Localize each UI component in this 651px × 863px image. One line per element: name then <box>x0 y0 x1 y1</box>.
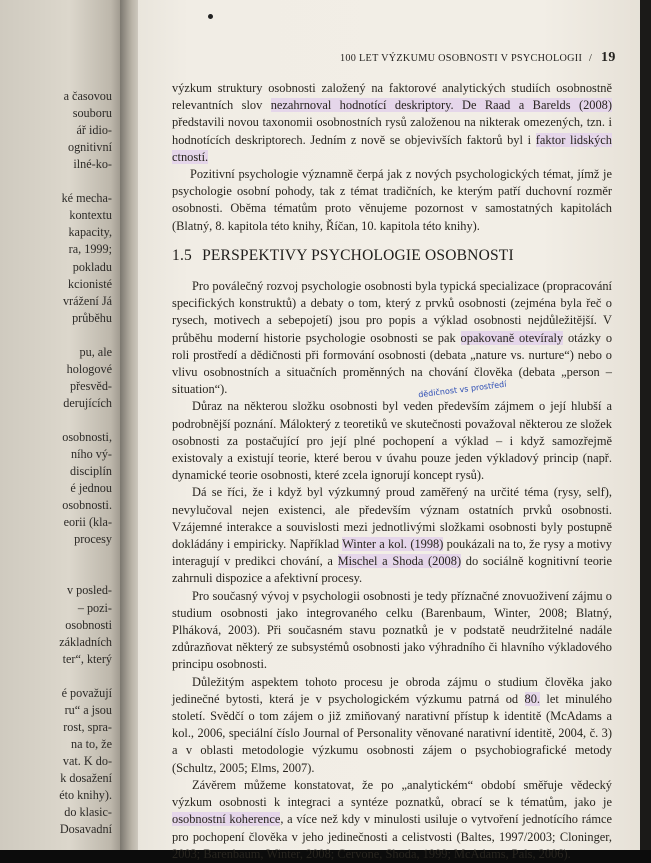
left-page-line: ter“, který <box>62 651 112 666</box>
paragraph-integration: Pro současný vývoj v psychologii osobnosti je tedy příznačné znovuoživení zájmu o studium osobnosti jako integrovaného celku (Barenbaum, Winter, 2008; Blatný, Plháková, 2003). Při současném stavu poznatků je v podstatě neudržitelné nadále zdůrazňovat některý ze subsystémů osobnosti jako výhradního či hlavního výkladového principu osobnosti. <box>172 588 612 672</box>
section-body <box>172 278 612 863</box>
left-page-line: na to, že <box>71 736 112 751</box>
ink-spot <box>208 14 213 19</box>
left-page-line: ra, 1999; <box>68 242 112 257</box>
left-page-line: kontextu <box>69 208 112 223</box>
left-page-line: základních <box>59 634 112 649</box>
paragraph-conclusion: Závěrem můžeme konstatovat, že po „analytickém“ období směřuje vědecký výzkum osobnosti k integraci a syntéze poznatků, obrací se k tématům, jako je osobnostní koherence, a více než kdy v minulosti usiluje o vytvoření jednotícího rámce pro pochopení člověka v jeho jedinečnosti a celistvosti (Baltes, 1997/2003; Cloninger, 2003; Barenbaum, Winter, 2008; Cervone, Shoda, 1999; McAdams, Pals, 2006). <box>172 777 612 861</box>
left-page-line: ognitivní <box>67 140 112 155</box>
left-page-line: é považují <box>61 685 112 700</box>
left-facing-page <box>0 0 126 850</box>
section-number: 1.5 <box>172 247 192 264</box>
highlight-mischel: Mischel a Shoda (2008) <box>337 554 462 569</box>
highlight-virtues: faktor lidských ctností. <box>172 132 613 164</box>
running-head <box>340 50 626 66</box>
page-edge-shadow <box>640 0 651 850</box>
highlight-winter: Winter a kol. (1998) <box>342 537 444 552</box>
left-page-line: rost, spra- <box>63 719 112 734</box>
left-page-line: ru“ a jsou <box>64 702 112 717</box>
left-page-line: souboru <box>72 106 112 121</box>
left-page-line: eorii (kla- <box>63 515 112 530</box>
left-page-line: pu, ale <box>79 344 112 359</box>
section-heading <box>172 247 612 265</box>
left-page-line: osobnosti <box>65 617 112 632</box>
left-page-line: derujících <box>63 395 112 410</box>
left-page-line: ké mecha- <box>61 191 112 206</box>
paragraph-emphasis: Důraz na některou složku osobnosti byl veden především zájmem o její hlubší a podrobnější poznání. Málokterý z teoretiků ve skutečnosti považoval některou ze složek osobnosti za postačující pro její plné pochopení a výklad – i když samozřejmě existovaly a existují teorie, které berou v úvahu pouze jeden výkladový princip (např. dynamické teorie osobnosti, které zcela ignorují koncept rysů). <box>172 399 612 483</box>
left-page-line: ář idio- <box>76 123 112 138</box>
highlight-coherence: osobnostní koherence <box>172 812 281 827</box>
left-page-line: éto knihy). <box>59 788 112 803</box>
left-page-line: ilné-ko- <box>73 157 112 172</box>
left-page-line: v posled- <box>66 583 112 598</box>
left-page-line: průběhu <box>72 310 112 325</box>
left-page-line: hologové <box>66 361 112 376</box>
left-page-line: é jednou <box>70 481 112 496</box>
left-page-line: přesvěd- <box>70 378 112 393</box>
left-page-line: – pozi- <box>77 600 112 615</box>
highlight-80: 80. <box>524 691 540 706</box>
left-page-line: kapacity, <box>68 225 112 240</box>
left-page-line: k dosažení <box>60 771 112 785</box>
paragraph-interactions: Dá se říci, že i když byl výzkumný proud zaměřený na určité téma (rysy, self), nevylučoval nejen existenci, ale především význam ostatních prvků osobnosti. Vzájemné interakce a souvislosti mezi jednotlivými složkami osobnosti byly postupně dokládány i empiricky. Například Winter a kol. (1998) poukázali na to, že rysy a motivy interagují v predikci chování, a Mischel a Shoda (2008) do sociálně kognitivní teorie zahrnuli dispozice a afektivní procesy. <box>172 485 612 586</box>
paragraph-specialization: Pro poválečný rozvoj psychologie osobnosti byla typická specializace (propracování specifických konstruktů) a debaty o tom, který z prvků osobnosti (zejména byla řeč o rysech, motivech a sebepojetí) jsou pro popis a výklad osobnosti nejdůležitější. V průběhu moderní historie psychologie osobnosti se pak opakovaně otevíraly otázky o roli prostředí a dědičnosti při formování osobnosti (debata „nature vs. nurture“) nebo o vlivu osobnostních a situačních proměnných na chování člověka (debata „person – situation“). <box>172 279 613 397</box>
running-head-title: 100 LET VÝZKUMU OSOBNOSTI V PSYCHOLOGII <box>340 53 583 64</box>
highlight-de-raad: nezahrnoval hodnotící deskriptory. De Raad a Barelds (2008) <box>270 98 612 113</box>
left-page-line: vat. K do- <box>62 753 112 768</box>
paragraph-taxonomy: výzkum struktury osobnosti založený na faktorové analytických studiích osobnostně relevantních slov nezahrnoval hodnotící deskriptory. De Raad a Barelds (2008) představili novou taxonomii osobnostních rysů založenou na nikterak omezených, tzn. i hodnotících deskriptorech. Jedním z nově se objevivších faktorů byl i faktor lidských ctností. <box>172 81 613 164</box>
paragraph-uniqueness: Důležitým aspektem tohoto procesu je obroda zájmu o studium člověka jako jedinečné bytosti, která je v psychologickém výzkumu patrná od 80. let minulého století. Svědčí o tom zájem o již zmiňovaný narativní přístup k identitě (McAdams a kol., 2006, speciální číslo Journal of Personality věnované narativní identitě, 2004, č. 3) a v oblasti metodologie výzkumu osobnosti zájem o psychobiografické metody (Schultz, 2005; Elms, 2007). <box>172 674 612 775</box>
left-page-line: osobnosti. <box>62 498 112 513</box>
section-title: PERSPEKTIVY PSYCHOLOGIE OSOBNOSTI <box>202 247 514 264</box>
handwritten-annotation: dědičnost vs prostředí <box>417 379 507 400</box>
left-page-line: a časovou <box>63 89 112 103</box>
paragraph-positive-psychology: Pozitivní psychologie významně čerpá jak z nových psychologických témat, jímž je psychologie osobní pohody, tak z témat tradičních, ke kterým patří duchovní rozměr osobnosti. Oběma tématům proto věnujeme pozornost v samostatných kapitolách (Blatný, 8. kapitola této knihy, Říčan, 10. kapitola této knihy). <box>172 167 612 233</box>
page-number: 19 <box>601 50 616 65</box>
left-page-line: disciplín <box>70 464 112 479</box>
left-page-line: Dosavadní <box>59 822 112 837</box>
running-head-separator: / <box>589 53 593 64</box>
left-page-line: ního vý- <box>71 447 112 462</box>
left-page-line: vrážení Já <box>62 293 112 308</box>
intro-block <box>172 80 612 235</box>
highlight-reopened: opakovaně otevíraly <box>460 330 564 345</box>
left-page-line: pokladu <box>72 259 112 274</box>
left-page-line: procesy <box>74 532 112 547</box>
left-page-line: osobnosti, <box>62 430 112 444</box>
left-page-line: do klasic- <box>64 805 112 820</box>
left-page-line: kcionisté <box>67 276 112 291</box>
